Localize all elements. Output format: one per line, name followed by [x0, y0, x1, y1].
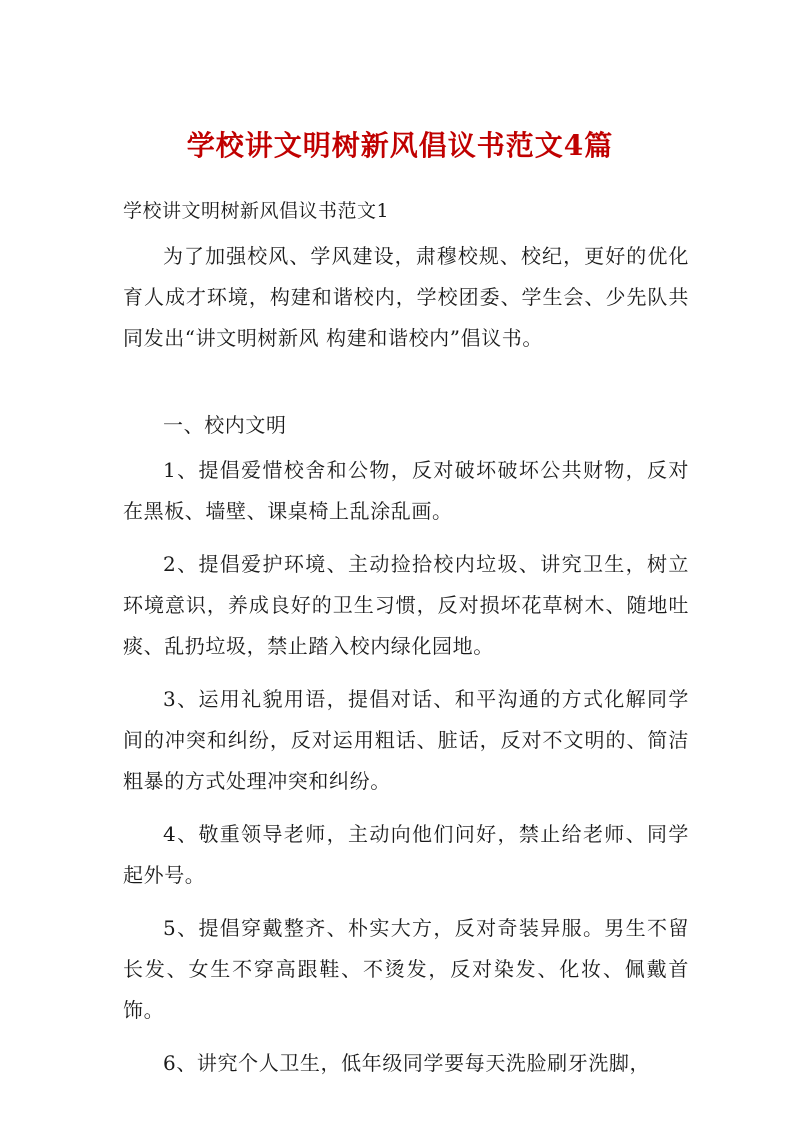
document-title: 学校讲文明树新风倡议书范文4篇 [186, 129, 614, 162]
list-item: 3、运用礼貌用语，提倡对话、和平沟通的方式化解同学间的冲突和纠纷，反对运用粗话、脏话，反对不文明的、简洁粗暴的方式处理冲突和纠纷。 [123, 687, 689, 793]
list-item: 5、提倡穿戴整齐、朴实大方，反对奇装异服。男生不留长发、女生不穿高跟鞋、不烫发，反对染发、化妆、佩戴首饰。 [123, 916, 689, 1022]
document-body [123, 236, 689, 1096]
list-item: 2、提倡爱护环境、主动捡拾校内垃圾、讲究卫生，树立环境意识，养成良好的卫生习惯，反对损坏花草树木、随地吐痰、乱扔垃圾，禁止踏入校内绿化园地。 [123, 552, 689, 658]
section-subtitle: 学校讲文明树新风倡议书范文1 [123, 200, 390, 222]
list-item: 1、提倡爱惜校舍和公物，反对破坏破坏公共财物，反对在黑板、墙壁、课桌椅上乱涂乱画。 [123, 458, 689, 523]
intro-paragraph: 为了加强校风、学风建设，肃穆校规、校纪，更好的优化育人成才环境，构建和谐校内，学校团委、学生会、少先队共同发出“讲文明树新风 构建和谐校内”倡议书。 [123, 244, 689, 350]
list-item: 6、讲究个人卫生，低年级同学要每天洗脸刷牙洗脚， [163, 1051, 651, 1075]
section-heading: 一、校内文明 [163, 413, 287, 437]
list-item: 4、敬重领导老师，主动向他们问好，禁止给老师、同学起外号。 [123, 822, 689, 887]
